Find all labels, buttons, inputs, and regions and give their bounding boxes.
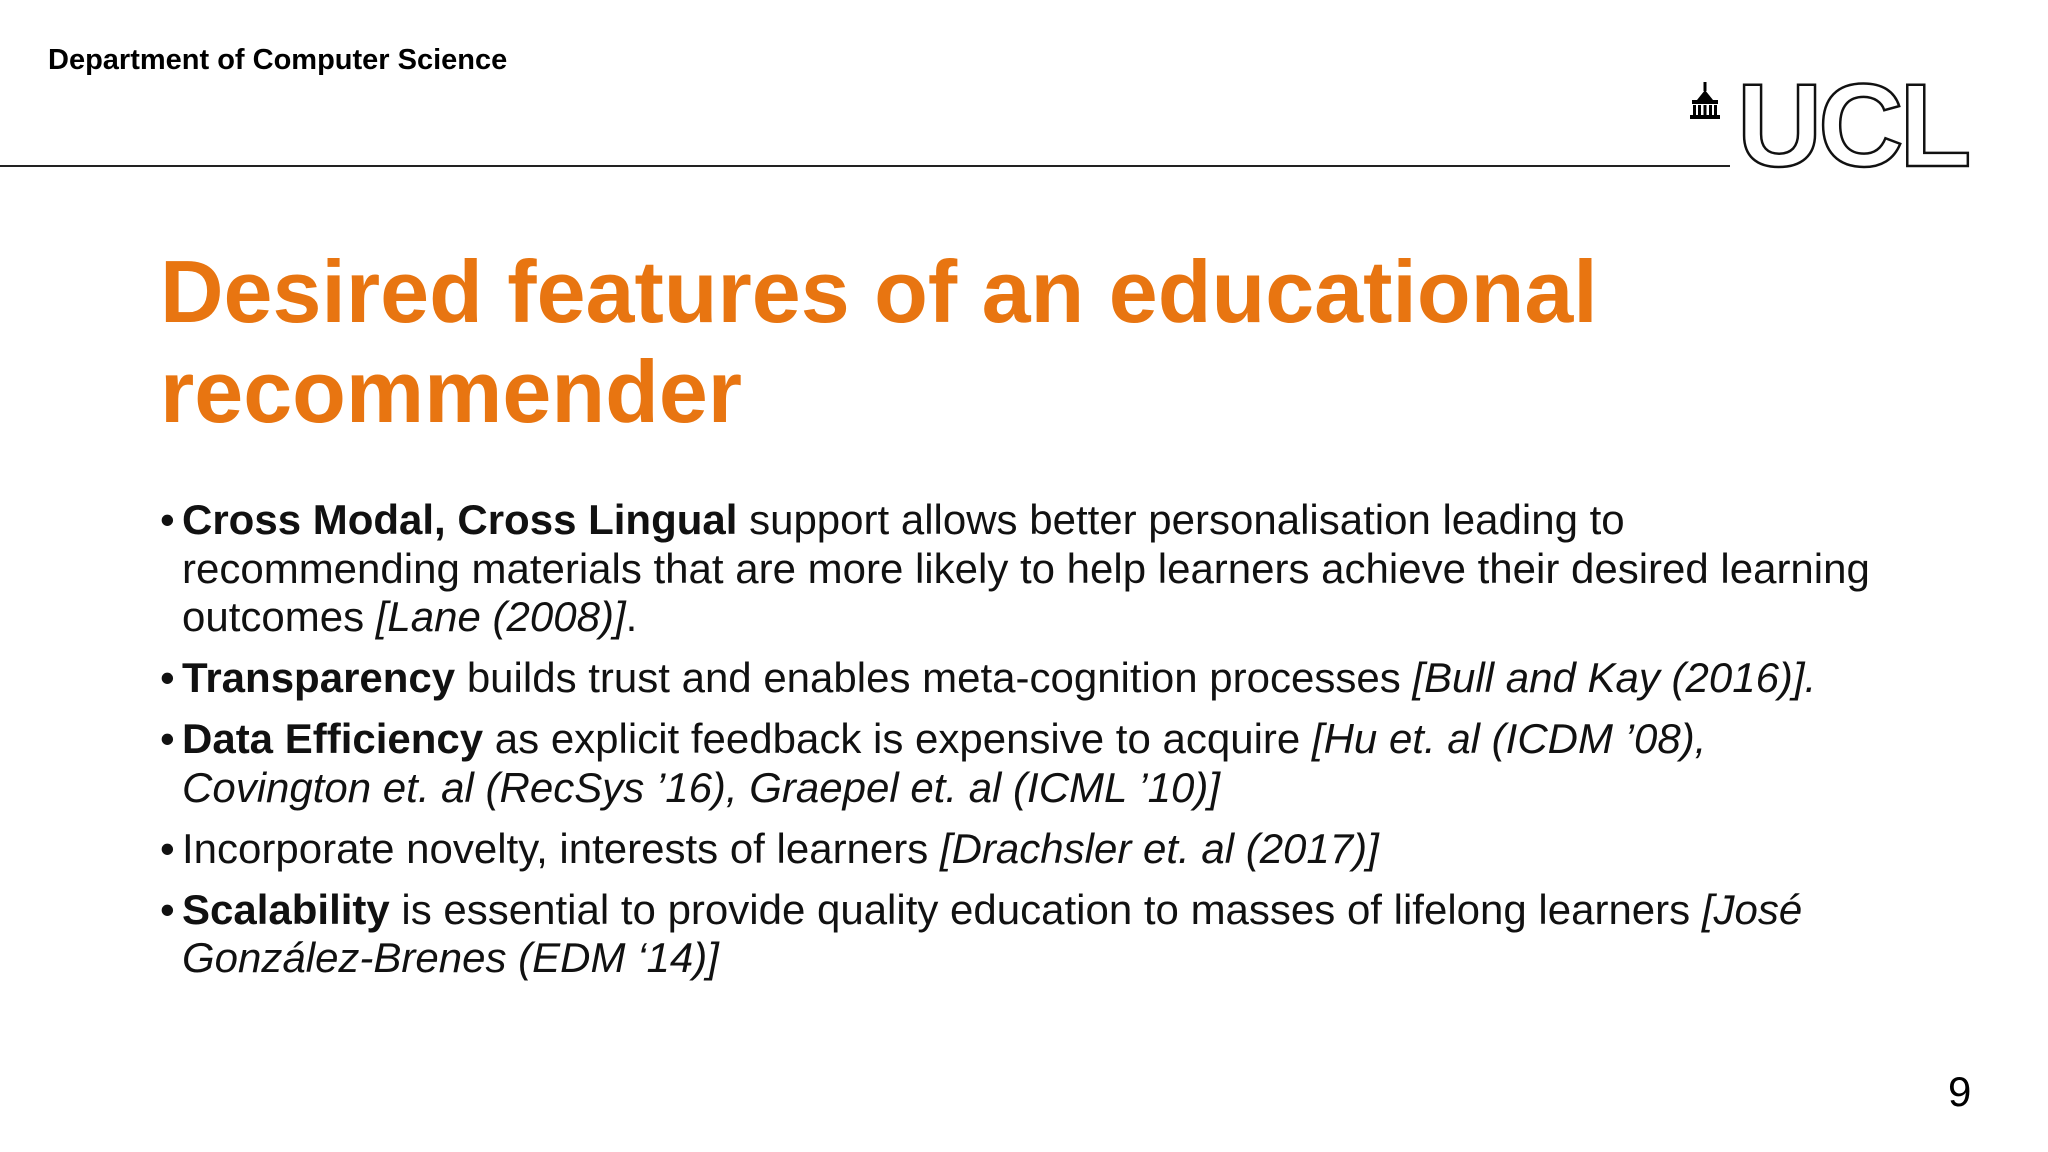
- ucl-logo: [1675, 70, 2048, 180]
- department-name: Department of Computer Science: [48, 44, 508, 76]
- bullet-item: [160, 496, 1880, 642]
- bullet-text: builds trust and enables meta-cognition processes: [455, 654, 1413, 701]
- bullet-text: is essential to provide quality education to masses of lifelong learners: [389, 885, 1702, 933]
- bullet-citation: [Hu et. al (ICDM ’08), Covington et. al (RecSys ’16), Graepel et. al (ICML ’10)]: [182, 715, 1707, 811]
- slide-title: Desired features of an educational recommender: [160, 242, 1598, 441]
- bullet-item: [160, 825, 1880, 874]
- bullet-list: [160, 496, 1880, 995]
- bullet-citation: [José González-Brenes (EDM ‘14)]: [182, 885, 1803, 981]
- bullet-text: support allows better personalisation leading to recommending materials that are more likely to help learners achieve their desired learning outcomes: [182, 496, 1870, 640]
- bullet-text: as explicit feedback is expensive to acquire: [483, 715, 1312, 762]
- bullet-term: Scalability: [182, 885, 390, 933]
- bullet-text: Incorporate novelty, interests of learners: [182, 824, 940, 872]
- page-number: 9: [1948, 1068, 1972, 1115]
- bullet-citation: [Lane (2008)]: [375, 593, 626, 640]
- portico-icon: [1690, 82, 1720, 119]
- ucl-logo-text: UCL: [1737, 70, 1968, 180]
- bullet-item: [160, 654, 1880, 703]
- bullet-tail: .: [625, 593, 638, 640]
- bullet-term: Transparency: [182, 654, 456, 701]
- bullet-item: [160, 715, 1880, 812]
- bullet-citation: [Bull and Kay (2016)].: [1412, 654, 1817, 701]
- header-divider: [0, 165, 1730, 167]
- bullet-term: Data Efficiency: [182, 715, 484, 762]
- bullet-item: [160, 886, 1880, 983]
- bullet-citation: [Drachsler et. al (2017)]: [939, 824, 1379, 872]
- bullet-term: Cross Modal, Cross Lingual: [182, 496, 738, 543]
